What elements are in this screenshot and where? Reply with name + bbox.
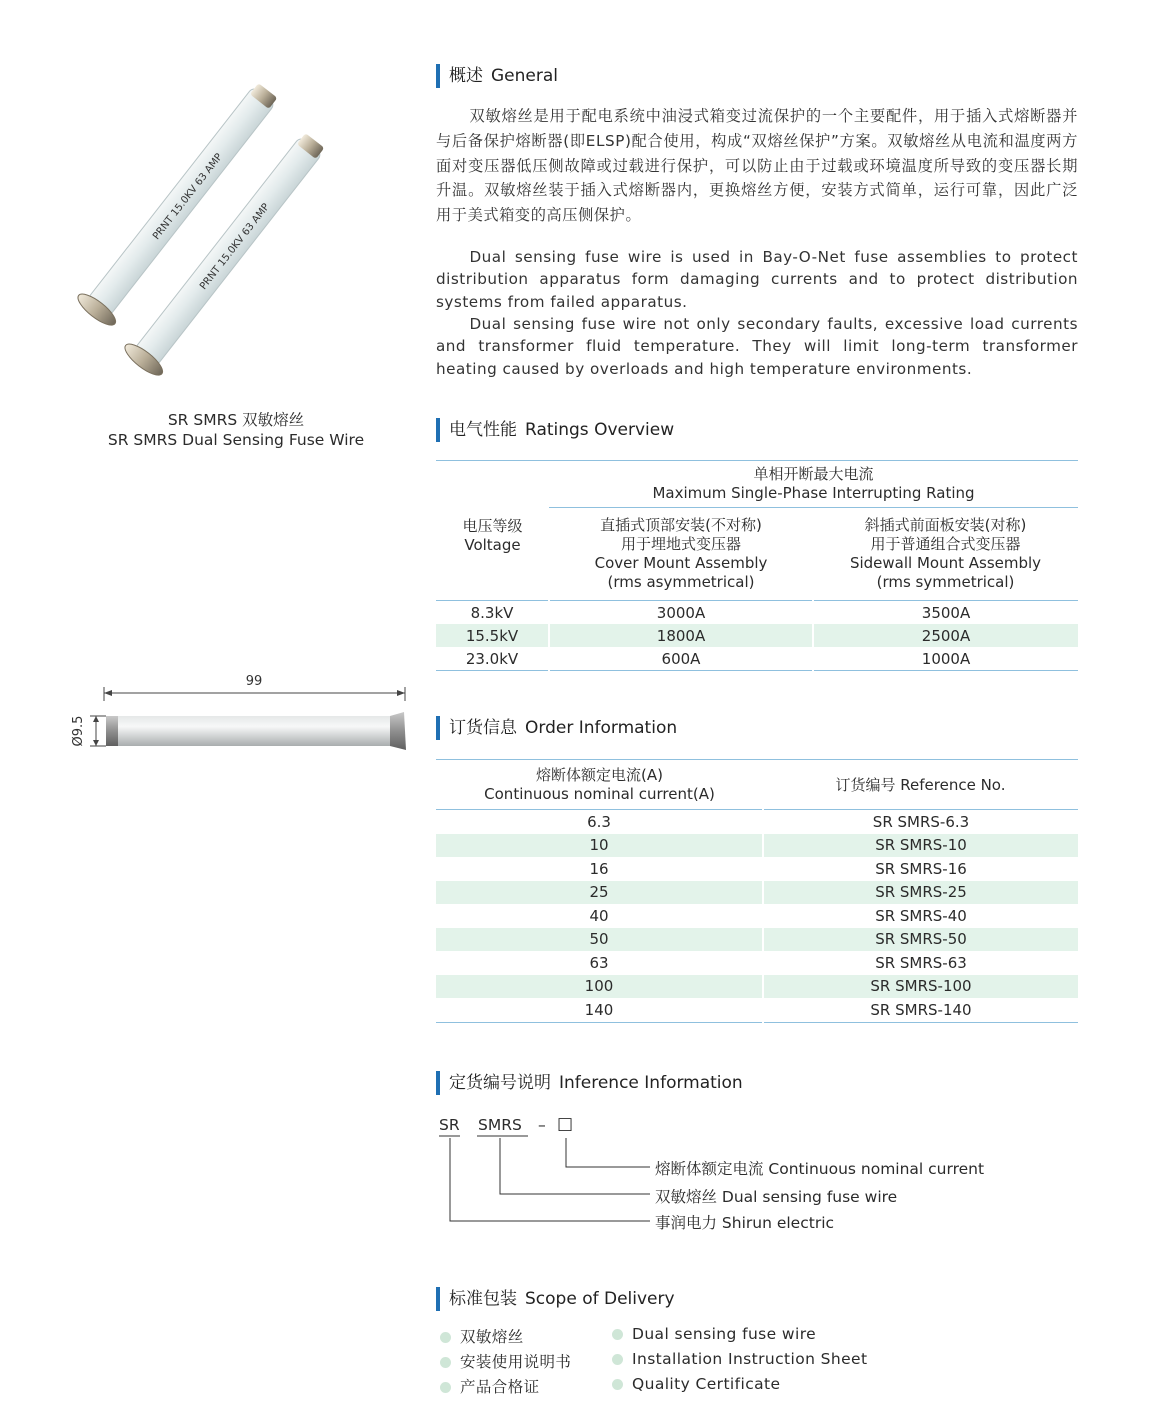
bullet-icon <box>612 1354 623 1365</box>
group-header-cn: 单相开断最大电流 <box>753 465 874 483</box>
list-item: 双敏熔丝 <box>440 1325 524 1347</box>
list-item: 安装使用说明书 <box>440 1350 571 1372</box>
table-row: 25 SR SMRS-25 <box>436 881 1078 905</box>
table-row: 50 SR SMRS-50 <box>436 928 1078 952</box>
cover-mount-header: 直插式顶部安装(不对称) 用于埋地式变压器 Cover Mount Assembly (rms asymmetrical) <box>594 516 768 591</box>
product-caption <box>60 410 412 450</box>
desc-current: 熔断体额定电流 Continuous nominal current <box>655 1160 985 1178</box>
general-paragraph-en-2: Dual sensing fuse wire not only secondary faults, excessive load currents and transformer fluid temperature. They will limit long-term transformer heating caused by overloads and high temperature environments. <box>436 315 1078 378</box>
bullet-icon <box>612 1329 623 1340</box>
ratings-title-cn: 电气性能 <box>449 420 517 440</box>
inference-title-cn: 定货编号说明 <box>449 1073 551 1093</box>
product-photo <box>70 80 390 390</box>
code-dash: – <box>538 1116 546 1134</box>
table-row: 8.3kV 3000A 3500A <box>436 601 1078 625</box>
code-smrs: SMRS <box>478 1116 522 1134</box>
inference-connectors <box>430 1130 660 1230</box>
ratings-title-en: Ratings Overview <box>525 420 675 440</box>
group-header-en: Maximum Single-Phase Interrupting Rating <box>652 484 975 502</box>
voltage-header-en: Voltage <box>464 535 521 554</box>
caption-en: SR SMRS Dual Sensing Fuse Wire <box>107 431 365 449</box>
table-row: 140 SR SMRS-140 <box>436 998 1078 1022</box>
order-table <box>436 759 1078 1023</box>
delivery-title-en: Scope of Delivery <box>525 1289 675 1309</box>
code-sr: SR <box>439 1116 460 1134</box>
code-box: □ <box>557 1114 574 1134</box>
ratings-table <box>436 460 1078 671</box>
order-col1-header-en: Continuous nominal current(A) <box>484 784 715 803</box>
table-row: 15.5kV 1800A 2500A <box>436 624 1078 647</box>
order-title-en: Order Information <box>525 718 678 738</box>
bullet-icon <box>612 1379 623 1390</box>
bullet-icon <box>440 1357 451 1368</box>
tube-marking: PRNT 15.0KV 63 AMP <box>198 201 272 293</box>
dimension-length: 99 <box>245 674 263 689</box>
section-title-inference <box>436 1071 743 1095</box>
section-title-delivery <box>436 1287 675 1311</box>
tube-marking: PRNT 15.0KV 63 AMP <box>151 151 225 243</box>
order-col2-header: 订货编号 Reference No. <box>835 776 1006 794</box>
general-title-en: General <box>491 66 558 86</box>
general-title-cn: 概述 <box>449 66 483 86</box>
general-paragraph-cn: 双敏熔丝是用于配电系统中油浸式箱变过流保护的一个主要配件，用于插入式熔断器并与后备保护熔断器(即ELSP)配合使用，构成“双熔丝保护”方案。双敏熔丝从电流和温度两方面对变压器低压侧故障或过载进行保护，可以防止由于过载或环境温度所导致的变压器长期升温。双敏熔丝装于插入式熔断器内，更换熔丝方便，安装方式简单，运行可靠，因此广泛用于美式箱变的高压侧保护。 <box>436 107 1078 225</box>
table-row: 40 SR SMRS-40 <box>436 904 1078 928</box>
voltage-header-cn: 电压等级 <box>462 516 523 535</box>
delivery-title-cn: 标准包装 <box>449 1289 517 1309</box>
table-row: 16 SR SMRS-16 <box>436 857 1078 881</box>
sidewall-mount-header: 斜插式前面板安装(对称) 用于普通组合式变压器 Sidewall Mount Assembly (rms symmetrical) <box>849 516 1042 591</box>
general-paragraph-en-1: Dual sensing fuse wire is used in Bay-O-Net fuse assemblies to protect distribution apparatus form damaging currents and to protect distribution systems from failed apparatus. <box>436 248 1078 311</box>
caption-cn: SR SMRS 双敏熔丝 <box>167 411 305 429</box>
table-row: 63 SR SMRS-63 <box>436 951 1078 975</box>
list-item: Quality Certificate <box>612 1375 780 1393</box>
list-item: Dual sensing fuse wire <box>612 1325 816 1343</box>
section-title-general <box>436 64 558 88</box>
section-title-ratings <box>436 418 674 442</box>
dimension-drawing <box>60 665 420 765</box>
list-item: Installation Instruction Sheet <box>612 1350 867 1368</box>
order-col1-header-cn: 熔断体额定电流(A) <box>536 765 663 784</box>
bullet-icon <box>440 1382 451 1393</box>
table-row: 23.0kV 600A 1000A <box>436 647 1078 671</box>
order-title-cn: 订货信息 <box>449 718 517 738</box>
table-row: 10 SR SMRS-10 <box>436 834 1078 858</box>
bullet-icon <box>440 1332 451 1343</box>
inference-title-en: Inference Information <box>559 1073 743 1093</box>
section-title-order <box>436 716 677 740</box>
table-row: 100 SR SMRS-100 <box>436 975 1078 999</box>
desc-fuse: 双敏熔丝 Dual sensing fuse wire <box>655 1188 898 1206</box>
table-row: 6.3 SR SMRS-6.3 <box>436 810 1078 834</box>
list-item: 产品合格证 <box>440 1375 540 1397</box>
dimension-diameter: Ø9.5 <box>71 715 86 747</box>
desc-company: 事润电力 Shirun electric <box>655 1214 835 1232</box>
